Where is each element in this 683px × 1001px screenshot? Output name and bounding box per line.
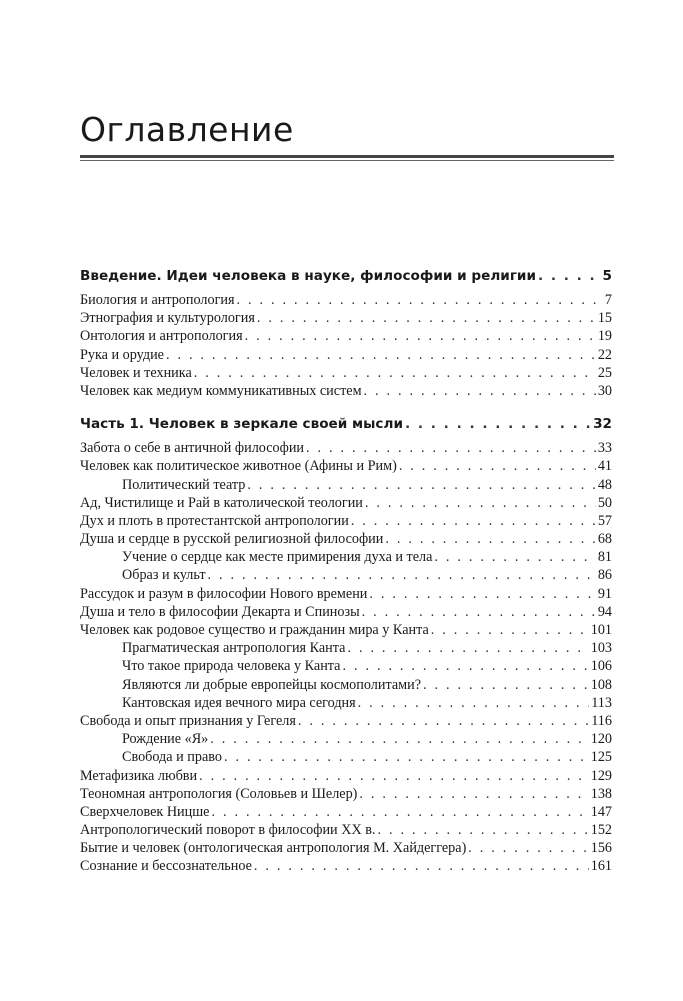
toc-entry[interactable] xyxy=(80,622,612,640)
toc-entry-label: Биология и антропология xyxy=(80,292,235,308)
toc-entry-label: Онтология и антропология xyxy=(80,328,243,345)
toc-subentry[interactable] xyxy=(80,640,612,658)
toc-entry-page: 147 xyxy=(590,803,612,820)
toc-entry-page: 68 xyxy=(597,531,612,548)
toc-entry-page: 156 xyxy=(590,840,612,857)
dot-leader xyxy=(385,531,595,548)
toc-entry-label: Метафизика любви xyxy=(80,767,198,784)
toc-subentry[interactable] xyxy=(80,695,612,713)
toc-entry-label: Душа и тело в философии Декарта и Спинозы xyxy=(80,603,360,620)
dot-leader xyxy=(211,804,588,821)
dot-leader xyxy=(257,310,596,327)
toc-subentry[interactable] xyxy=(80,749,612,767)
toc-entry-page: 108 xyxy=(590,676,612,693)
toc-entry-page: 106 xyxy=(590,658,612,675)
toc-entry-label: Человек как политическое животное (Афины и Рим) xyxy=(80,458,397,475)
toc-entry-label: Ад, Чистилище и Рай в католической теологии xyxy=(80,494,363,511)
toc-entry-label: Человек как медиум коммуникативных систем xyxy=(80,382,362,399)
toc-entry-label: Образ и культ xyxy=(122,567,206,584)
toc-entry-page: 50 xyxy=(597,494,612,511)
toc-entry-label: Душа и сердце в русской религиозной философии xyxy=(80,531,384,548)
toc-entry-page: 33 xyxy=(597,440,612,457)
toc-entry-label: Бытие и человек (онтологическая антропология М. Хайдеггера) xyxy=(80,840,467,857)
dot-leader xyxy=(199,768,589,785)
toc-entry[interactable] xyxy=(80,328,612,346)
dot-leader xyxy=(245,328,596,345)
toc-entry-page: 30 xyxy=(597,382,612,399)
toc-entry[interactable] xyxy=(80,858,612,876)
toc-entry[interactable] xyxy=(80,347,612,365)
dot-leader xyxy=(468,840,588,857)
toc-entry-page: 125 xyxy=(590,749,612,766)
table-of-contents xyxy=(80,265,612,877)
toc-entry[interactable] xyxy=(80,840,612,858)
toc-section-heading[interactable] xyxy=(80,265,612,287)
toc-entry-page: 94 xyxy=(597,603,612,620)
toc-entry[interactable] xyxy=(80,713,612,731)
toc-entry-label: Рука и орудие xyxy=(80,346,164,363)
dot-leader xyxy=(362,604,596,621)
toc-entry-page: 15 xyxy=(597,310,612,327)
toc-entry-label: Антропологический поворот в философии XX в. xyxy=(80,822,376,839)
toc-entry[interactable] xyxy=(80,804,612,822)
dot-leader xyxy=(434,549,595,566)
toc-entry-label: Прагматическая антропология Канта xyxy=(122,640,346,657)
toc-entry-page: 57 xyxy=(597,512,612,529)
dot-leader xyxy=(351,513,596,530)
title-underline-thick xyxy=(80,155,614,158)
toc-entry[interactable] xyxy=(80,531,612,549)
toc-entry[interactable] xyxy=(80,383,612,401)
toc-entry[interactable] xyxy=(80,440,612,458)
toc-subentry[interactable] xyxy=(80,677,612,695)
dot-leader xyxy=(399,458,596,475)
toc-entry[interactable] xyxy=(80,365,612,383)
toc-entry-label: Учение о сердце как месте примирения духа и тела xyxy=(122,549,433,566)
toc-entry-page: 25 xyxy=(597,364,612,381)
toc-entry-label: Рассудок и разум в философии Нового времени xyxy=(80,585,368,602)
toc-entry-label: Человек и техника xyxy=(80,364,192,381)
toc-subentry[interactable] xyxy=(80,549,612,567)
toc-entry-page: 41 xyxy=(597,458,612,475)
dot-leader xyxy=(377,822,588,839)
title-underline-thin xyxy=(80,160,614,161)
toc-entry[interactable] xyxy=(80,586,612,604)
dot-leader xyxy=(224,749,589,766)
toc-entry-page: 152 xyxy=(590,822,612,839)
toc-entry-label: Кантовская идея вечного мира сегодня xyxy=(122,694,356,711)
toc-entry[interactable] xyxy=(80,292,612,310)
dot-leader xyxy=(210,731,588,748)
page-title: Оглавление xyxy=(80,110,294,149)
toc-entry-label: Этнография и культурология xyxy=(80,310,255,327)
dot-leader xyxy=(359,786,588,803)
toc-section-label: Введение. Идеи человека в науке, философии и религии xyxy=(80,268,536,284)
toc-subentry[interactable] xyxy=(80,731,612,749)
dot-leader xyxy=(254,858,589,875)
dot-leader xyxy=(364,383,596,400)
toc-entry-label: Сознание и бессознательное xyxy=(80,858,252,875)
toc-entry-page: 129 xyxy=(590,767,612,784)
toc-entry[interactable] xyxy=(80,822,612,840)
dot-leader xyxy=(423,677,589,694)
toc-entry-label: Рождение «Я» xyxy=(122,731,209,748)
toc-entry-label: Являются ли добрые европейцы космополитами? xyxy=(122,676,421,693)
toc-entry-page: 91 xyxy=(597,585,612,602)
dot-leader xyxy=(306,440,596,457)
toc-entry[interactable] xyxy=(80,495,612,513)
toc-entry[interactable] xyxy=(80,604,612,622)
toc-entry-label: Человек как родовое существо и гражданин мира у Канта xyxy=(80,622,429,638)
toc-subentry[interactable] xyxy=(80,477,612,495)
toc-entry-page: 81 xyxy=(597,549,612,566)
dot-leader xyxy=(342,658,588,675)
dot-leader xyxy=(369,586,595,603)
dot-leader xyxy=(431,622,589,639)
dot-leader xyxy=(208,567,596,584)
toc-entry[interactable] xyxy=(80,768,612,786)
toc-entry-page: 120 xyxy=(590,731,612,748)
dot-leader xyxy=(538,268,601,284)
dot-leader xyxy=(237,292,603,309)
toc-entry-page: 22 xyxy=(597,346,612,363)
toc-entry[interactable] xyxy=(80,458,612,476)
section-gap xyxy=(80,401,612,413)
toc-entry-label: Что такое природа человека у Канта xyxy=(122,658,341,675)
toc-section-page: 5 xyxy=(602,268,612,284)
toc-entry-label: Дух и плоть в протестантской антропологии xyxy=(80,512,349,529)
toc-entry-page: 138 xyxy=(590,785,612,802)
toc-entry-label: Сверхчеловек Ницше xyxy=(80,803,210,820)
toc-entry-page: 103 xyxy=(590,640,612,657)
toc-entry-page: 86 xyxy=(597,567,612,584)
toc-entry-page: 161 xyxy=(590,858,612,875)
toc-entry[interactable] xyxy=(80,310,612,328)
toc-entry-page: 48 xyxy=(597,476,612,493)
dot-leader xyxy=(298,713,589,730)
dot-leader xyxy=(194,365,596,382)
toc-subentry[interactable] xyxy=(80,567,612,585)
toc-entry[interactable] xyxy=(80,786,612,804)
toc-entry-page: 116 xyxy=(591,712,612,729)
toc-section-page: 32 xyxy=(593,416,612,433)
dot-leader xyxy=(347,640,588,657)
toc-entry-label: Теономная антропология (Соловьев и Шелер) xyxy=(80,785,358,802)
toc-entry-page: 19 xyxy=(597,328,612,345)
dot-leader xyxy=(365,495,596,512)
toc-section-label: Часть 1. Человек в зеркале своей мысли xyxy=(80,416,403,433)
dot-leader xyxy=(358,695,590,712)
toc-section-heading[interactable] xyxy=(80,413,612,435)
toc-entry-page: 7 xyxy=(604,292,612,308)
dot-leader xyxy=(405,416,591,432)
toc-subentry[interactable] xyxy=(80,658,612,676)
dot-leader xyxy=(247,477,595,494)
toc-entry-page: 101 xyxy=(590,622,612,638)
toc-entry-page: 113 xyxy=(591,694,612,711)
toc-entry[interactable] xyxy=(80,513,612,531)
toc-entry-label: Политический театр xyxy=(122,476,246,493)
toc-entry-label: Свобода и опыт признания у Гегеля xyxy=(80,712,296,729)
toc-entry-label: Забота о себе в античной философии xyxy=(80,440,305,457)
dot-leader xyxy=(166,347,596,364)
toc-entry-label: Свобода и право xyxy=(122,749,222,766)
